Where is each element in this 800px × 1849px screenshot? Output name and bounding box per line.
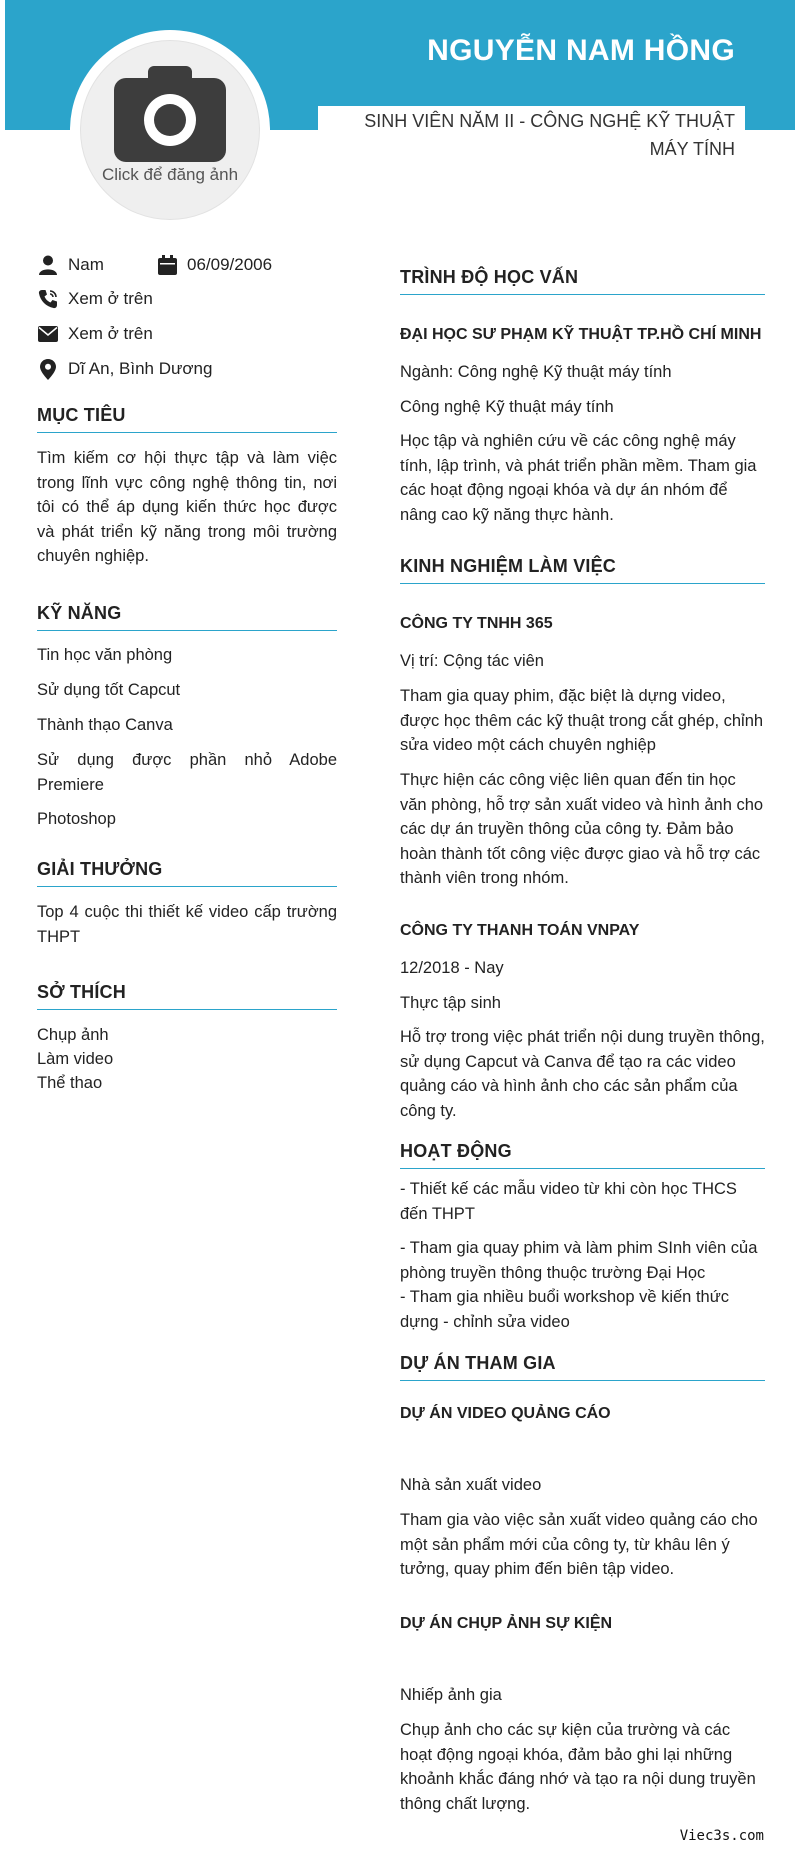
email-row	[37, 323, 153, 345]
project-description: Tham gia vào việc sản xuất video quảng cáo cho một sản phẩm mới của công ty, từ khâu lên ý tưởng, quay phim đến biên tập video.	[400, 1511, 758, 1578]
project-role: Nhiếp ảnh gia	[400, 1686, 502, 1704]
address-row	[37, 358, 212, 380]
birthdate-row	[156, 254, 272, 276]
location-pin-icon	[37, 358, 59, 380]
objective-title: MỤC TIÊU	[37, 405, 337, 433]
job-description: Hỗ trợ trong việc phát triển nội dung truyền thông, sử dụng Capcut và Canva để tạo ra các video quảng cáo và hình ảnh cho các sản phẩm của công ty.	[400, 1028, 765, 1120]
job-company: CÔNG TY TNHH 365	[400, 615, 553, 632]
award-text: Top 4 cuộc thi thiết kế video cấp trường THPT	[37, 903, 337, 946]
skill-item: Sử dụng được phần nhỏ Adobe Premiere	[37, 751, 337, 794]
education-school: ĐẠI HỌC SƯ PHẠM KỸ THUẬT TP.HỒ CHÍ MINH	[400, 326, 762, 343]
activities-title: HOẠT ĐỘNG	[400, 1141, 765, 1169]
job-period: 12/2018 - Nay	[400, 959, 504, 977]
gender-row	[37, 254, 104, 276]
hobby-item: Làm video	[37, 1050, 114, 1068]
watermark: Viec3s.com	[679, 1828, 764, 1844]
hobby-item: Thể thao	[37, 1074, 103, 1092]
project-name: DỰ ÁN CHỤP ẢNH SỰ KIỆN	[400, 1615, 613, 1632]
job-position: Thực tập sinh	[400, 994, 501, 1012]
activity-item: - Tham gia nhiều buổi workshop về kiến thức dựng - chỉnh sửa video	[400, 1288, 730, 1331]
activity-item: - Tham gia quay phim và làm phim SInh viên của phòng truyền thông thuộc trường Đại Học	[400, 1239, 758, 1282]
project-role: Nhà sản xuất video	[400, 1476, 542, 1494]
job-description: Tham gia quay phim, đặc biệt là dựng video, được học thêm các kỹ thuật trong cắt ghép, chỉnh sửa video một cách chuyên nghiệp	[400, 687, 764, 754]
phone-icon	[37, 288, 59, 310]
skills-title: KỸ NĂNG	[37, 603, 337, 631]
education-description: Học tập và nghiên cứu về các công nghệ máy tính, lập trình, và phát triển phần mềm. Tham gia các hoạt động ngoại khóa và dự án nhóm để nâng cao kỹ năng thực hành.	[400, 432, 757, 524]
activity-item: - Thiết kế các mẫu video từ khi còn học THCS đến THPT	[400, 1180, 737, 1223]
photo-caption[interactable]: Click để đăng ảnh	[101, 165, 239, 184]
hobby-item: Chụp ảnh	[37, 1026, 109, 1044]
phone-row	[37, 288, 153, 310]
job-company: CÔNG TY THANH TOÁN VNPAY	[400, 922, 640, 939]
candidate-subtitle: SINH VIÊN NĂM II - CÔNG NGHỆ KỸ THUẬT MÁY TÍNH	[364, 111, 735, 159]
project-description: Chụp ảnh cho các sự kiện của trường và các hoạt động ngoại khóa, đảm bảo ghi lại những khoảnh khắc đáng nhớ và tạo ra nội dung truyền thông chất lượng.	[400, 1721, 756, 1813]
gender-value: Nam	[68, 255, 104, 274]
project-name: DỰ ÁN VIDEO QUẢNG CÁO	[400, 1405, 611, 1422]
skill-item: Tin học văn phòng	[37, 646, 173, 664]
skill-item: Sử dụng tốt Capcut	[37, 681, 181, 699]
camera-icon[interactable]	[114, 64, 226, 162]
experience-title: KINH NGHIỆM LÀM VIỆC	[400, 556, 765, 584]
projects-title: DỰ ÁN THAM GIA	[400, 1353, 765, 1381]
skill-item: Thành thạo Canva	[37, 716, 173, 734]
envelope-icon	[37, 323, 59, 345]
candidate-name: NGUYỄN NAM HỒNG	[427, 34, 735, 67]
email-value: Xem ở trên	[68, 324, 153, 343]
address-value: Dĩ An, Bình Dương	[68, 359, 213, 378]
hobbies-title: SỞ THÍCH	[37, 982, 337, 1010]
job-position: Vị trí: Cộng tác viên	[400, 652, 544, 670]
phone-value: Xem ở trên	[68, 289, 153, 308]
awards-title: GIẢI THƯỞNG	[37, 859, 337, 887]
skill-item: Photoshop	[37, 810, 116, 828]
education-major: Ngành: Công nghệ Kỹ thuật máy tính	[400, 363, 672, 381]
user-icon	[37, 254, 59, 276]
education-program: Công nghệ Kỹ thuật máy tính	[400, 398, 614, 416]
job-description: Thực hiện các công việc liên quan đến tin học văn phòng, hỗ trợ sản xuất video và hình ảnh cho các dự án truyền thông của công ty. Đảm bảo hoàn thành tốt công việc được giao và hỗ trợ các thành viên trong nhóm.	[400, 771, 764, 887]
objective-text: Tìm kiếm cơ hội thực tập và làm việc trong lĩnh vực công nghệ thông tin, nơi tôi có thể áp dụng kiến thức học được và phát triển kỹ năng trong môi trường chuyên nghiệp.	[37, 449, 337, 565]
birthdate-value: 06/09/2006	[187, 255, 273, 274]
calendar-icon	[156, 254, 178, 276]
education-title: TRÌNH ĐỘ HỌC VẤN	[400, 267, 765, 295]
